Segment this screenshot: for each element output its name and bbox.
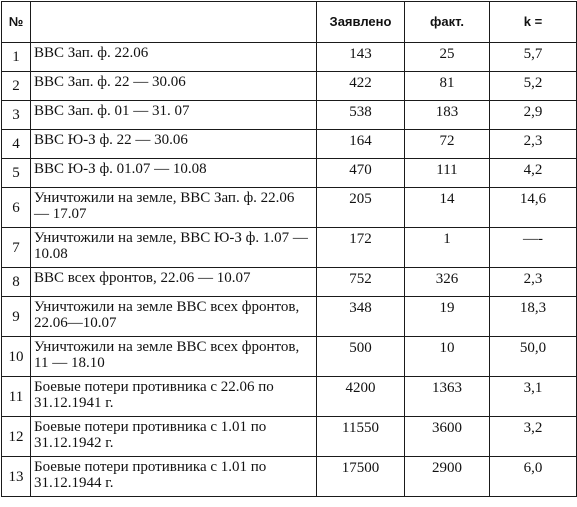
table-row	[2, 417, 577, 457]
table-row	[2, 268, 577, 297]
table-row	[2, 159, 577, 188]
row-ratio: 2,3	[490, 130, 577, 159]
header-actual: факт.	[405, 2, 490, 43]
table-row	[2, 130, 577, 159]
row-ratio: 5,7	[490, 43, 577, 72]
table-row	[2, 228, 577, 268]
row-num: 6	[2, 188, 31, 228]
row-ratio: 6,0	[490, 457, 577, 497]
row-actual: 72	[405, 130, 490, 159]
row-desc: Боевые потери противника с 1.01 по 31.12.1942 г.	[31, 417, 317, 457]
row-desc: ВВС Зап. ф. 01 — 31. 07	[31, 101, 317, 130]
row-ratio: 2,3	[490, 268, 577, 297]
row-num: 12	[2, 417, 31, 457]
row-ratio: 3,2	[490, 417, 577, 457]
row-ratio: 5,2	[490, 72, 577, 101]
table-row	[2, 101, 577, 130]
losses-table	[1, 1, 577, 497]
table-row	[2, 188, 577, 228]
row-ratio: 50,0	[490, 337, 577, 377]
row-num: 1	[2, 43, 31, 72]
row-desc: Уничтожили на земле ВВС всех фронтов, 11 — 18.10	[31, 337, 317, 377]
row-claimed: 143	[317, 43, 405, 72]
row-claimed: 164	[317, 130, 405, 159]
row-num: 8	[2, 268, 31, 297]
header-desc	[31, 2, 317, 43]
row-actual: 2900	[405, 457, 490, 497]
row-desc: Уничтожили на земле, ВВС Зап. ф. 22.06 — 17.07	[31, 188, 317, 228]
row-num: 3	[2, 101, 31, 130]
table-row	[2, 72, 577, 101]
table-row	[2, 457, 577, 497]
row-claimed: 11550	[317, 417, 405, 457]
row-desc: ВВС всех фронтов, 22.06 — 10.07	[31, 268, 317, 297]
header-row	[2, 2, 577, 43]
row-actual: 14	[405, 188, 490, 228]
row-num: 9	[2, 297, 31, 337]
row-actual: 326	[405, 268, 490, 297]
row-claimed: 422	[317, 72, 405, 101]
row-num: 11	[2, 377, 31, 417]
row-claimed: 538	[317, 101, 405, 130]
row-ratio: 14,6	[490, 188, 577, 228]
header-ratio: k =	[490, 2, 577, 43]
row-actual: 1	[405, 228, 490, 268]
row-ratio: 18,3	[490, 297, 577, 337]
table-row	[2, 297, 577, 337]
row-desc: Боевые потери противника с 1.01 по 31.12.1944 г.	[31, 457, 317, 497]
row-claimed: 752	[317, 268, 405, 297]
row-claimed: 348	[317, 297, 405, 337]
table-row	[2, 43, 577, 72]
row-claimed: 470	[317, 159, 405, 188]
table-row	[2, 337, 577, 377]
row-ratio: 3,1	[490, 377, 577, 417]
row-desc: ВВС Ю-З ф. 22 — 30.06	[31, 130, 317, 159]
row-actual: 19	[405, 297, 490, 337]
row-num: 7	[2, 228, 31, 268]
header-claimed: Заявлено	[317, 2, 405, 43]
row-actual: 111	[405, 159, 490, 188]
row-num: 5	[2, 159, 31, 188]
header-num: №	[2, 2, 31, 43]
row-claimed: 205	[317, 188, 405, 228]
row-claimed: 4200	[317, 377, 405, 417]
row-actual: 183	[405, 101, 490, 130]
row-num: 2	[2, 72, 31, 101]
row-desc: Уничтожили на земле, ВВС Ю-З ф. 1.07 — 10.08	[31, 228, 317, 268]
row-actual: 10	[405, 337, 490, 377]
table-row	[2, 377, 577, 417]
row-actual: 81	[405, 72, 490, 101]
row-desc: ВВС Ю-З ф. 01.07 — 10.08	[31, 159, 317, 188]
row-claimed: 172	[317, 228, 405, 268]
row-ratio: —-	[490, 228, 577, 268]
row-num: 10	[2, 337, 31, 377]
row-actual: 25	[405, 43, 490, 72]
row-actual: 3600	[405, 417, 490, 457]
row-claimed: 17500	[317, 457, 405, 497]
row-claimed: 500	[317, 337, 405, 377]
row-ratio: 4,2	[490, 159, 577, 188]
row-ratio: 2,9	[490, 101, 577, 130]
row-desc: Уничтожили на земле ВВС всех фронтов, 22.06—10.07	[31, 297, 317, 337]
row-desc: ВВС Зап. ф. 22 — 30.06	[31, 72, 317, 101]
row-desc: ВВС Зап. ф. 22.06	[31, 43, 317, 72]
row-num: 4	[2, 130, 31, 159]
row-actual: 1363	[405, 377, 490, 417]
row-num: 13	[2, 457, 31, 497]
row-desc: Боевые потери противника с 22.06 по 31.12.1941 г.	[31, 377, 317, 417]
